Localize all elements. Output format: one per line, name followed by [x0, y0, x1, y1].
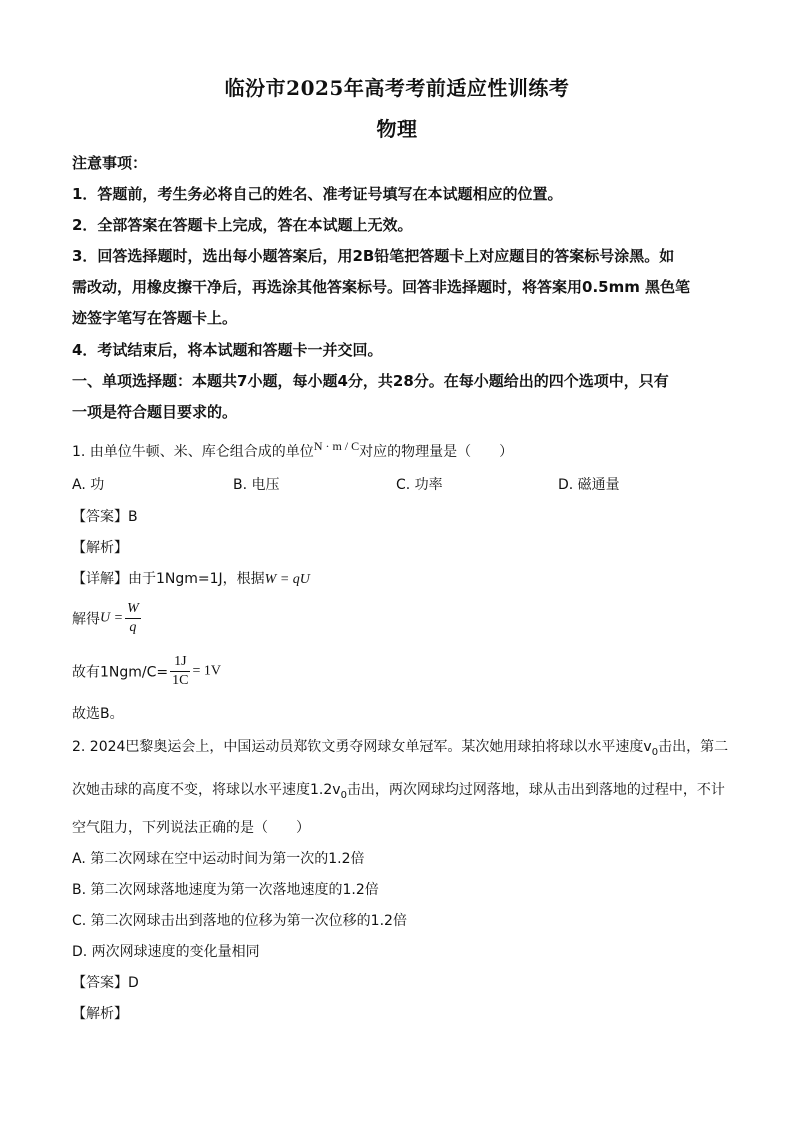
q2-option-b: B. 第二次网球落地速度为第一次落地速度的1.2倍	[72, 882, 379, 898]
q2-line2-suffix: 击出，两次网球均过网落地，球从击出到落地的过程中，不计	[346, 782, 725, 798]
q1-analysis: 【解析】	[72, 540, 128, 556]
q1-solve	[72, 600, 143, 637]
q1-option-b: B. 电压	[233, 477, 280, 493]
q2-stem-line3: 空气阻力，下列说法正确的是（ ）	[72, 820, 310, 836]
q2-line1-suffix: 击出，第二	[658, 739, 729, 755]
q1-solve-prefix: 解得	[72, 611, 100, 628]
q1-detail-formula: W = qU	[264, 572, 310, 587]
q2-option-a: A. 第二次网球在空中运动时间为第一次的1.2倍	[72, 851, 365, 867]
q1-solve-den: q	[129, 620, 137, 635]
q1-solve-fraction	[125, 600, 141, 637]
q1-stem-prefix: 1. 由单位牛顿、米、库仑组合成的单位	[72, 444, 314, 460]
q2-line2-sub: 0	[340, 790, 347, 801]
q1-therefore-prefix: 故有1Ngm/C=	[72, 664, 169, 681]
q2-analysis: 【解析】	[72, 1006, 128, 1022]
section1-heading-line1: 一、单项选择题：本题共7小题，每小题4分，共28分。在每小题给出的四个选项中，只有	[72, 372, 669, 390]
q1-solve-lhs: U =	[100, 610, 124, 626]
note-item-1: 1．答题前，考生务必将自己的姓名、准考证号填写在本试题相应的位置。	[72, 185, 563, 203]
q1-conclusion: 故选B。	[72, 706, 124, 722]
q1-stem-unit: N · m / C	[313, 439, 360, 453]
note-item-4: 4．考试结束后，将本试题和答题卡一并交回。	[72, 341, 383, 359]
note-item-2: 2．全部答案在答题卡上完成，答在本试题上无效。	[72, 216, 413, 234]
q2-option-c: C. 第二次网球击出到落地的位移为第一次位移的1.2倍	[72, 913, 407, 929]
q1-therefore-fraction	[170, 653, 190, 690]
q2-stem-line1	[72, 736, 728, 756]
q1-therefore	[72, 653, 221, 690]
exam-title: 临汾市2025年高考考前适应性训练考	[224, 76, 570, 100]
q2-line1-sub: 0	[651, 747, 659, 758]
q1-solve-num: W	[125, 600, 141, 619]
q1-detail-prefix: 【详解】由于1Ngm=1J，根据	[72, 571, 265, 587]
q1-option-c: C. 功率	[396, 477, 443, 493]
q1-therefore-num: 1J	[170, 653, 190, 672]
q1-option-d: D. 磁通量	[558, 477, 620, 493]
q2-line2-prefix: 次她击球的高度不变，将球以水平速度1.2v	[72, 782, 341, 798]
q2-answer: 【答案】D	[72, 975, 139, 991]
note-item-3-line2: 需改动，用橡皮擦干净后，再选涂其他答案标号。回答非选择题时，将答案用0.5mm 黑色笔	[72, 278, 691, 296]
note-item-3-line3: 迹签字笔写在答题卡上。	[72, 309, 238, 327]
q1-detail	[72, 568, 310, 588]
q2-stem-line2	[72, 779, 725, 799]
q1-stem	[72, 441, 513, 461]
q1-therefore-den: 1C	[172, 673, 189, 688]
subject-title: 物理	[376, 117, 418, 141]
q2-option-d: D. 两次网球速度的变化量相同	[72, 944, 260, 960]
q1-answer: 【答案】B	[72, 509, 138, 525]
note-item-3-line1: 3．回答选择题时，选出每小题答案后，用2B铅笔把答题卡上对应题目的答案标号涂黑。如	[72, 247, 675, 265]
q1-stem-suffix: 对应的物理量是（ ）	[359, 444, 514, 460]
q2-line1-prefix: 2. 2024巴黎奥运会上，中国运动员郑钦文勇夺网球女单冠军。某次她用球拍将球以水平速度v	[72, 739, 652, 755]
notes-heading: 注意事项：	[72, 154, 148, 172]
q1-option-a: A. 功	[72, 477, 105, 493]
section1-heading-line2: 一项是符合题目要求的。	[72, 403, 238, 421]
q1-therefore-suffix: = 1V	[192, 663, 221, 679]
